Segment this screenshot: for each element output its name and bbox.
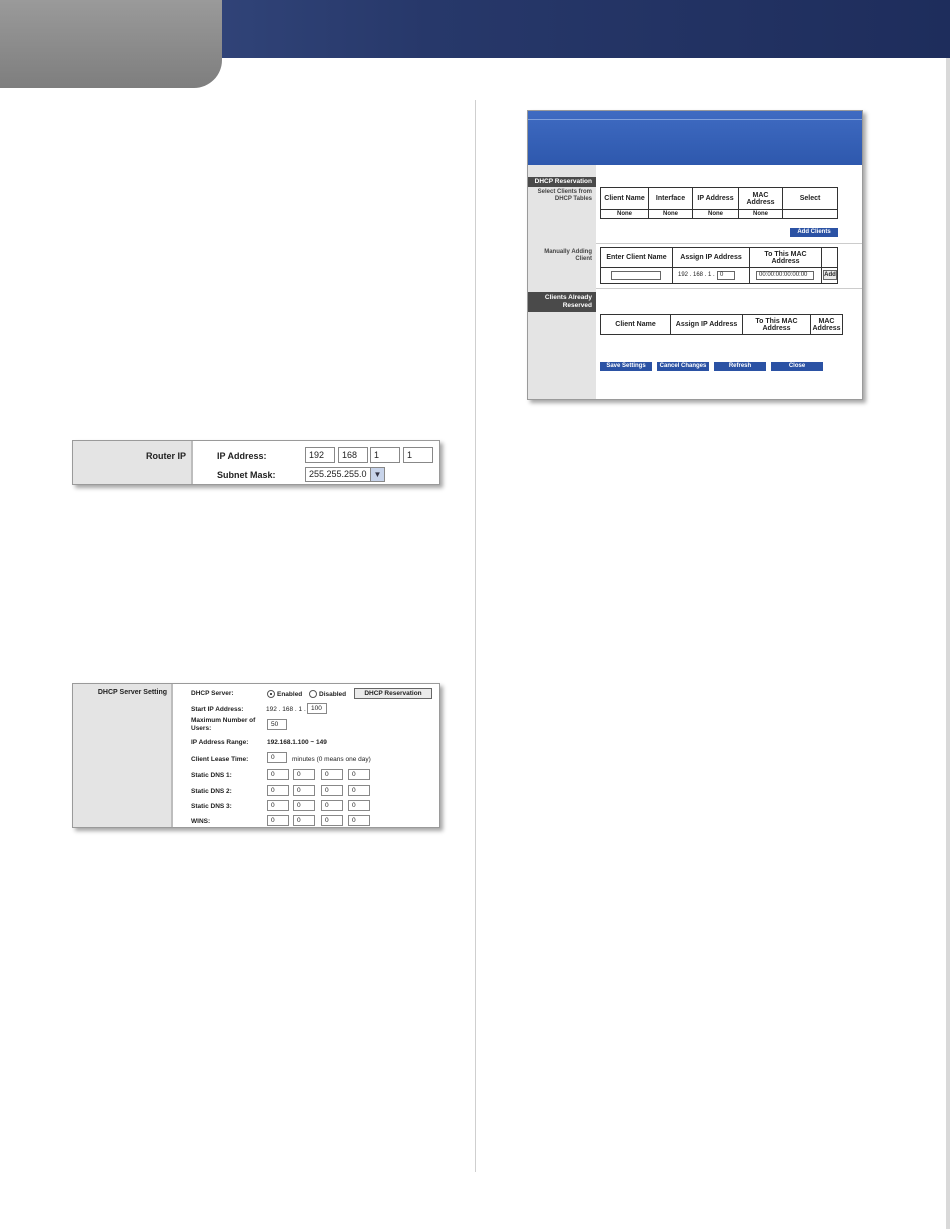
cell-select[interactable] (783, 210, 838, 219)
ip-range-label: IP Address Range: (191, 739, 249, 746)
router-ip-section-label: Router IP (145, 451, 186, 461)
ip-octet-1[interactable]: 192 (305, 447, 335, 463)
dhcp-server-sidebar (73, 684, 171, 827)
col-reserved-mac: MAC Address (811, 315, 843, 335)
col-select: Select (783, 188, 838, 210)
dns1-octet-1[interactable]: 0 (267, 769, 289, 780)
dns1-label: Static DNS 1: (191, 772, 232, 779)
dns3-octet-3[interactable]: 0 (321, 800, 343, 811)
reservation-header (528, 111, 862, 165)
header-tab (0, 0, 222, 88)
clients-reserved-tag (528, 292, 596, 312)
dns3-label: Static DNS 3: (191, 803, 232, 810)
col-reserved-to-mac: To This MAC Address (743, 315, 811, 335)
col-action (822, 248, 838, 268)
close-button[interactable]: Close (771, 362, 823, 371)
lease-time-input[interactable]: 0 (267, 752, 287, 763)
max-users-label-2: Users: (191, 725, 212, 732)
dhcp-reservation-button[interactable]: DHCP Reservation (354, 688, 432, 699)
col-reserved-assign-ip: Assign IP Address (671, 315, 743, 335)
column-divider (475, 100, 476, 1172)
dns2-octet-3[interactable]: 0 (321, 785, 343, 796)
ip-address-label: IP Address: (217, 451, 267, 461)
cell-ip-address: None (693, 210, 739, 219)
dns2-label: Static DNS 2: (191, 788, 232, 795)
disabled-radio[interactable] (309, 690, 317, 698)
enabled-label: Enabled (277, 691, 303, 698)
dhcp-server-figure (72, 683, 440, 828)
col-reserved-client-name: Client Name (601, 315, 671, 335)
dhcp-server-label: DHCP Server: (191, 690, 234, 697)
start-ip-last-octet[interactable]: 100 (307, 703, 327, 714)
dns3-octet-2[interactable]: 0 (293, 800, 315, 811)
refresh-button[interactable]: Refresh (714, 362, 766, 371)
start-ip-label: Start IP Address: (191, 706, 244, 713)
manually-adding-note: Manually Adding Client (544, 249, 592, 262)
dhcp-reservation-figure (527, 110, 863, 400)
dns2-octet-2[interactable]: 0 (293, 785, 315, 796)
subnet-mask-value: 255.255.255.0 (309, 469, 367, 479)
ip-octet-2[interactable]: 168 (338, 447, 368, 463)
dns3-octet-1[interactable]: 0 (267, 800, 289, 811)
add-clients-button[interactable]: Add Clients (790, 228, 838, 237)
dhcp-reservation-tag: DHCP Reservation (528, 177, 596, 187)
col-interface: Interface (649, 188, 693, 210)
start-ip-prefix: 192 . 168 . 1 . (266, 706, 306, 713)
col-enter-client-name: Enter Client Name (601, 248, 673, 268)
mac-address-input[interactable]: 00:00:00:00:00:00 (756, 271, 814, 280)
dhcp-clients-table (600, 187, 838, 219)
col-ip-address: IP Address (693, 188, 739, 210)
enabled-radio[interactable] (267, 690, 275, 698)
subnet-mask-select[interactable] (305, 467, 385, 482)
col-mac-address: MAC Address (739, 188, 783, 210)
ip-range-value: 192.168.1.100 ~ 149 (267, 739, 327, 746)
save-settings-button[interactable]: Save Settings (600, 362, 652, 371)
lease-time-label: Client Lease Time: (191, 756, 249, 763)
assign-ip-last-octet[interactable]: 0 (717, 271, 735, 280)
client-name-input[interactable] (611, 271, 661, 280)
col-assign-ip: Assign IP Address (673, 248, 750, 268)
router-ip-sidebar (73, 441, 191, 484)
wins-label: WINS: (191, 818, 211, 825)
col-client-name: Client Name (601, 188, 649, 210)
dns1-octet-3[interactable]: 0 (321, 769, 343, 780)
subnet-mask-label: Subnet Mask: (217, 470, 276, 480)
col-to-mac: To This MAC Address (750, 248, 822, 268)
cancel-changes-button[interactable]: Cancel Changes (657, 362, 709, 371)
dns2-octet-1[interactable]: 0 (267, 785, 289, 796)
chevron-down-icon[interactable]: ▼ (370, 468, 384, 481)
dns3-octet-4[interactable]: 0 (348, 800, 370, 811)
max-users-input[interactable]: 50 (267, 719, 287, 730)
cell-interface: None (649, 210, 693, 219)
dhcp-server-section-label: DHCP Server Setting (97, 689, 167, 696)
wins-octet-1[interactable]: 0 (267, 815, 289, 826)
table-row (601, 210, 838, 219)
cell-mac-address: None (739, 210, 783, 219)
disabled-label: Disabled (319, 691, 347, 698)
dns1-octet-2[interactable]: 0 (293, 769, 315, 780)
add-button[interactable]: Add (824, 272, 836, 278)
dns2-octet-4[interactable]: 0 (348, 785, 370, 796)
clients-reserved-label: Clients Already Reserved (544, 294, 592, 309)
wins-octet-4[interactable]: 0 (348, 815, 370, 826)
router-ip-figure (72, 440, 440, 485)
ip-octet-3[interactable]: 1 (370, 447, 400, 463)
ip-octet-4[interactable]: 1 (403, 447, 433, 463)
wins-octet-2[interactable]: 0 (293, 815, 315, 826)
wins-octet-3[interactable]: 0 (321, 815, 343, 826)
select-clients-note: Select Clients from DHCP Tables (537, 189, 592, 202)
lease-time-note: minutes (0 means one day) (292, 756, 371, 763)
page-edge (946, 58, 950, 1229)
max-users-label-1: Maximum Number of (191, 717, 256, 724)
cell-client-name: None (601, 210, 649, 219)
assign-ip-prefix: 192 . 168 . 1 . (678, 272, 715, 278)
reserved-clients-table (600, 314, 843, 335)
dns1-octet-4[interactable]: 0 (348, 769, 370, 780)
